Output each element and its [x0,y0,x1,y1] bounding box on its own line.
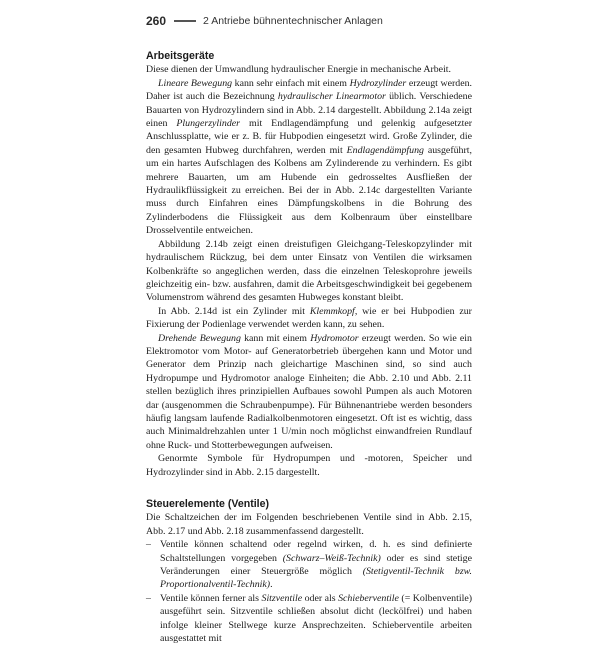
header-rule [174,20,196,22]
list-item [146,538,472,592]
section-heading-steuerelemente: Steuerelemente (Ventile) [146,498,270,510]
emphasized-term: Sitzventile [261,592,303,604]
emphasized-term: Lineare Bewegung [158,77,233,89]
page-body [146,50,472,645]
emphasized-term: (Stetigventil-Technik bzw. Proportionalventil-Technik) [160,566,472,591]
running-title: 2 Antriebe bühnentechnischer Anlagen [203,15,383,27]
page-number: 260 [146,14,167,28]
list-dash: – [146,592,151,604]
emphasized-term: Drehende Bewegung [158,332,241,344]
emphasized-term: (Schwarz–Weiß-Technik) [282,552,381,564]
emphasized-term: Hydromotor [310,332,359,344]
paragraph-lineare-bewegung: Lineare Bewegung kann sehr einfach mit einem Hydrozylinder erzeugt werden. Daher ist auch die Bezeichnung hydraulischer Linearmotor üblich. Verschiedene Bauarten von Hydrozylindern sind in Abb. 2.14 dargestellt. Abbildung 2.14a zeigt einen Plungerzylinder mit Endlagendämpfung und gelenkig aufgesetzter Anschlussplatte, wie er z. B. für Hubpodien eingesetzt wird. Große Zylinder, die den gesamten Hubweg durchfahren, werden mit Endlagendämpfung ausgeführt, um ein hartes Aufschlagen des Kolbens am Zylinderende zu verhindern. Es gibt mehrere Bauarten, um am Hubende ein gedrosseltes Ausfließen der Hydraulikflüssigkeit zu erreichen. Bei der in Abb. 2.14c dargestellten Variante muss durch Einfahren eines Dämpfungskolbens in die Bohrung des Zylinderbodens die Flüssigkeit aus dem Kolbenraum über einstellbare Drosselventile entweichen. [146,77,473,237]
section-spacer [146,479,472,498]
emphasized-term: Hydrozylinder [349,77,407,89]
paragraph-genormte-symbole: Genormte Symbole für Hydropumpen und -motoren, Speicher und Hydrozylinder sind in Abb. 2.15 dargestellt. [146,453,472,478]
section-heading-arbeitsgeraete: Arbeitsgeräte [146,50,215,62]
paragraph-drehende-bewegung: Drehende Bewegung kann mit einem Hydromotor erzeugt werden. So wie ein Elektromotor vom Motor- auf Generatorbetrieb übergehen kann und Motor und Generator dem Prinzip nach gleichartige Maschinen sind, so sind auch Hydropumpe und Hydromotor analoge Einheiten; die Abb. 2.10 und Abb. 2.11 stellen bezüglich ihres prinzipiellen Aufbaues sowohl Pumpen als auch Motoren dar (ausgenommen die Schraubenpumpe). Für Bühnenantriebe werden besonders häufig langsam laufende Radialkolbenmotoren eingesetzt. Oft ist es wichtig, dass auch Minimaldrehzahlen unter 1 U/min noch möglichst einwandfreien Rundlauf ohne Ruck- und Stotterbewegungen aufweisen. [146,332,472,451]
paragraph-intro-arbeitsgeraete: Diese dienen der Umwandlung hydraulischer Energie in mechanische Arbeit. [146,64,452,76]
paragraph-teleskopzylinder: Abbildung 2.14b zeigt einen dreistufigen Gleichgang-Teleskopzylinder mit hydraulischem Rückzug, bei dem unter Einsatz von Ventilen die wirksamen Kolbenkräfte so angeglichen werden, dass die einzelnen Teleskoprohre jeweils gleichzeitig ein- bzw. ausfahren, damit die Arbeitsgeschwindigkeit bei gegebenem Volumenstrom während des gesamten Hubweges konstant bleibt. [146,238,472,304]
emphasized-term: Endlagendämpfung [346,144,424,156]
emphasized-term: Klemmkopf [309,305,355,317]
emphasized-term: Schieberventile [338,592,399,604]
ventile-list [146,538,472,645]
paragraph-intro-steuerelemente: Die Schaltzeichen der im Folgenden beschriebenen Ventile sind in Abb. 2.15, Abb. 2.17 und Abb. 2.18 zusammenfassend dargestellt. [146,512,472,537]
page-header [146,12,466,30]
list-item-text: Ventile können schaltend oder regelnd wirken, d. h. es sind definierte Schaltstellungen vorgegeben (Schwarz–Weiß-Technik) oder es sind stetige Veränderungen einer Steuergröße möglich (Stetigventil-Technik bzw. Proportionalventil-Technik). [160,539,473,591]
emphasized-term: hydraulischer Linearmotor [277,91,386,103]
list-item-text: Ventile können ferner als Sitzventile oder als Schieberventile (= Kolbenventile) ausgeführt sein. Sitzventile schließen absolut dicht (leckölfrei) und haben infolge kleiner Stellwege kurze Ansprechzeiten. Schieberventile arbeiten ausgestattet mit [160,592,472,645]
list-dash: – [146,539,151,551]
paragraph-klemmkopf: In Abb. 2.14d ist ein Zylinder mit Klemmkopf, wie er bei Hubpodien zur Fixierung der Podienlage verwendet werden kann, zu sehen. [146,305,472,331]
emphasized-term: Plungerzylinder [176,118,241,130]
